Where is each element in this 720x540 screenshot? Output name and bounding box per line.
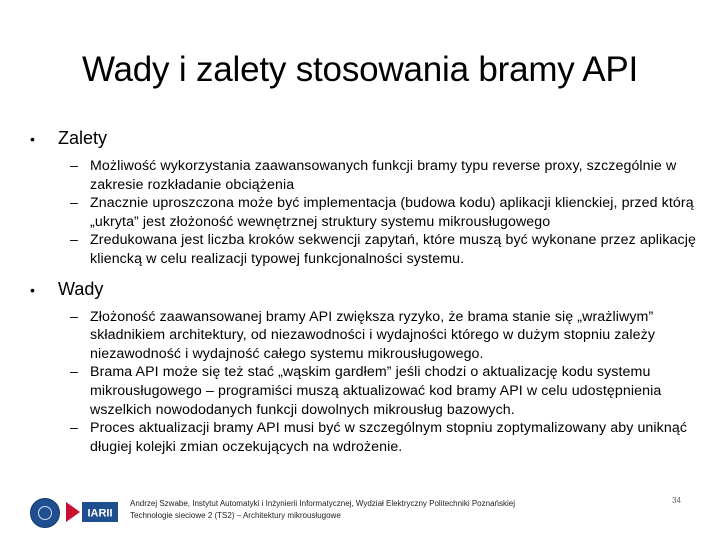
- section-wady: [30, 277, 700, 457]
- list-item-text: Złożoność zaawansowanej bramy API zwiększa ryzyko, że brama stanie się „wrażliwym” składnikiem architektury, od niezawodności i wydajności którego w dużym stopniu zależy niezawodność i wydajność całego systemu mikrousługowego.: [90, 308, 656, 362]
- slide-content: [30, 126, 700, 464]
- page-number: 34: [672, 496, 681, 505]
- dash-icon: –: [70, 364, 78, 381]
- dash-icon: –: [70, 232, 78, 249]
- dash-icon: –: [70, 420, 78, 437]
- list-item-text: Proces aktualizacji bramy API musi być w szczególnym stopniu zoptymalizowany aby uniknąć długiej kolejki zmian oczekujących na wdrożenie.: [90, 420, 688, 455]
- list-item-text: Możliwość wykorzystania zaawansowanych funkcji bramy typu reverse proxy, szczególnie w zakresie rozkładanie obciążenia: [90, 158, 677, 193]
- list-item: [30, 157, 700, 194]
- dash-icon: –: [70, 158, 78, 174]
- list-item: [30, 363, 700, 419]
- bullet-icon: •: [30, 131, 35, 147]
- list-item: [30, 194, 700, 231]
- list-item-text: Brama API może się też stać „wąskim gardłem” jeśli chodzi o aktualizację kodu systemu mikrousługowego – programiści muszą aktualizować kod bramy API w celu udostępnienia wszelkich nowododanych funkcji dowolnych mikrousług bazowych.: [90, 364, 662, 418]
- list-item-text: Znacznie uproszczona może być implementacja (budowa kodu) aplikacji klienckiej, przed którą „ukryta” jest złożoność wewnętrznej struktury systemu mikrousługowego: [90, 195, 694, 230]
- section-heading: Zalety: [58, 128, 108, 148]
- slide-title: Wady i zalety stosowania bramy API: [81, 50, 639, 89]
- list-item: [30, 419, 700, 456]
- footer-author-line: Andrzej Szwabe, Instytut Automatyki i Inżynierii Informatycznej, Wydział Elektryczny Politechniki Poznańskiej: [130, 499, 515, 508]
- sub-list: [30, 157, 700, 269]
- list-item: [30, 231, 700, 268]
- list-item: [30, 308, 700, 364]
- section-heading: Wady: [58, 278, 104, 299]
- dash-icon: –: [70, 195, 78, 212]
- iarii-logo-icon: [66, 498, 120, 526]
- footer-course-line: Technologie sieciowe 2 (TS2) – Architektury mikrousługowe: [130, 511, 341, 520]
- dash-icon: –: [70, 308, 78, 325]
- svg-text:IARII: IARII: [87, 507, 113, 520]
- section-zalety: [30, 126, 700, 269]
- footer-text: [130, 498, 515, 522]
- slide-footer: [0, 492, 720, 532]
- list-item-text: Zredukowana jest liczba kroków sekwencji zapytań, które muszą być wykonane przez aplikację kliencką w celu realizacji typowej funkcjonalności systemu.: [90, 232, 696, 267]
- university-seal-icon: [30, 498, 60, 528]
- sub-list: [30, 308, 700, 457]
- bullet-icon: •: [30, 281, 35, 298]
